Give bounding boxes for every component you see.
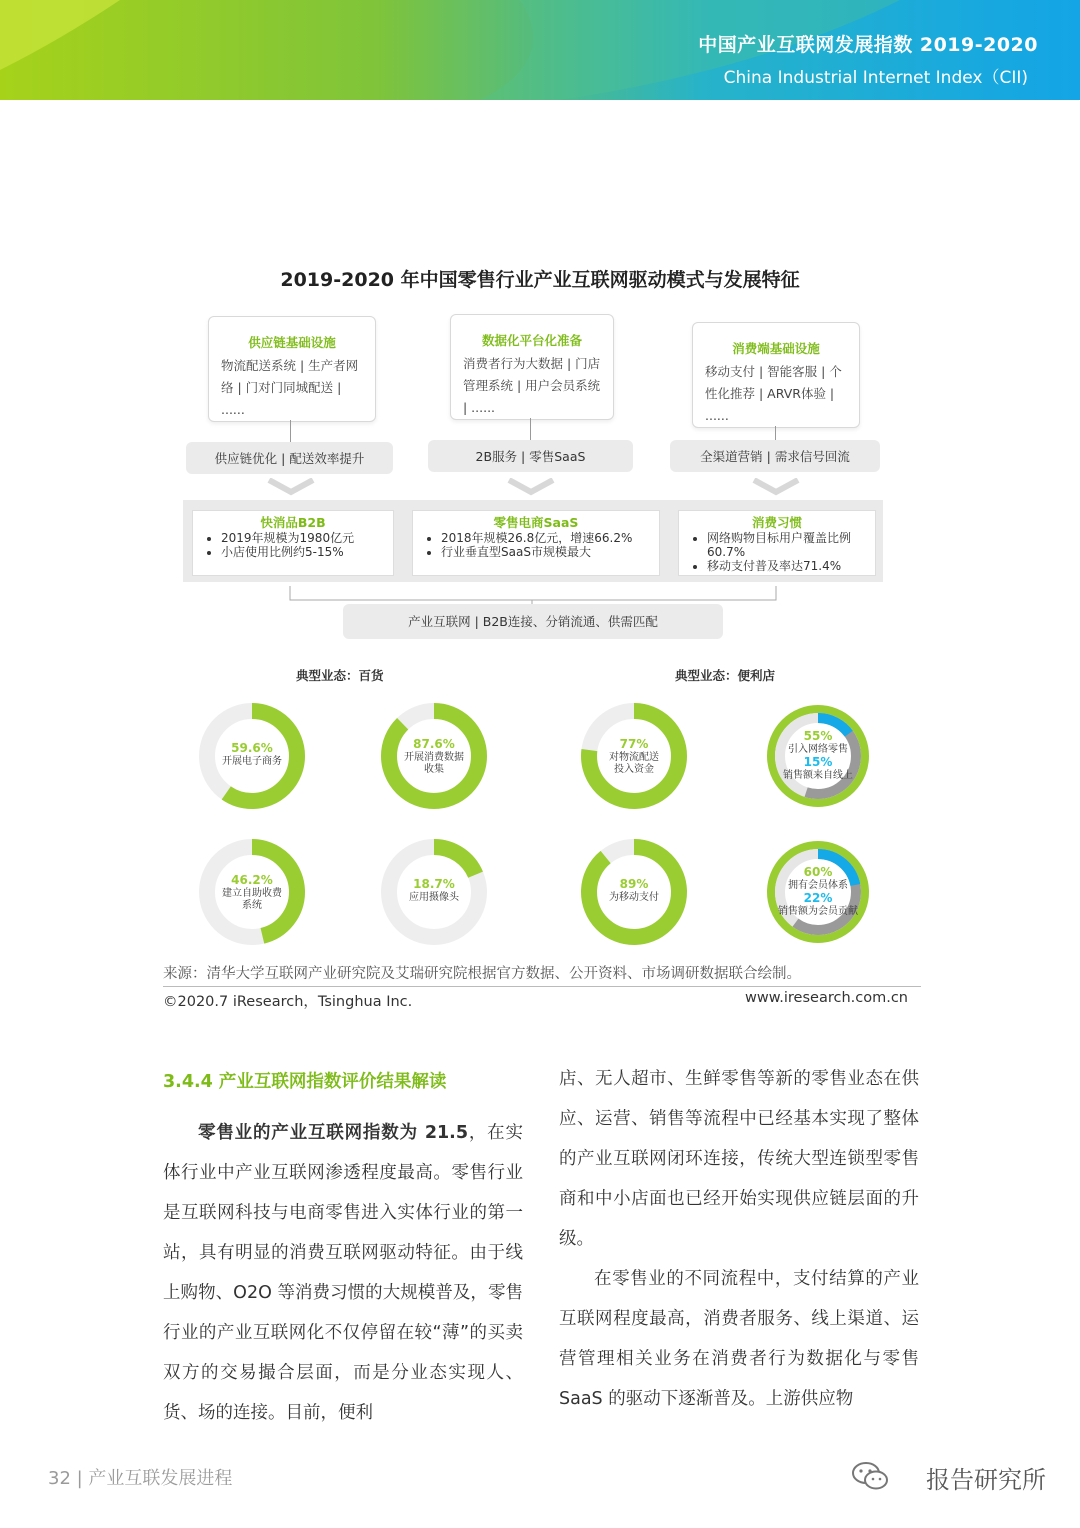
list-item: • 小店使用比例约5-15% xyxy=(221,545,393,559)
figure-title: 2019-2020 年中国零售行业产业互联网驱动模式与发展特征 xyxy=(280,269,800,291)
box-body: 移动支付 | 智能客服 | 个性化推荐 | ARVR体验 | ...... xyxy=(705,364,842,423)
market-box-b2b xyxy=(192,510,394,576)
donut-label: 开展消费数据收集 xyxy=(404,752,464,775)
box-heading: 零售电商SaaS xyxy=(493,515,579,530)
donut-label: 建立自助收费系统 xyxy=(222,888,282,911)
type-label-convenience: 典型业态：便利店 xyxy=(675,668,776,683)
paragraph-text: 店、无人超市、生鲜零售等新的零售业态在供应、运营、销售等流程中已经基本实现了整体的产业互联网闭环连接，传统大型连锁型零售商和中小店面也已经开始实现供应链层面的升级。 xyxy=(559,1069,919,1249)
donut-chart xyxy=(380,838,488,946)
section-title: 3.4.4 产业互联网指数评价结果解读 xyxy=(163,1072,447,1092)
list-item: • 网络购物目标用户覆盖比例60.7% xyxy=(707,531,875,559)
donut-label: 引入网络零售 xyxy=(788,744,848,755)
donut-chart xyxy=(380,702,488,810)
donut-label: 拥有会员体系 xyxy=(788,880,848,891)
paragraph-text: 在零售业的不同流程中，支付结算的产业互联网程度最高，消费者服务、线上渠道、运营管理相关业务在消费者行为数据化与零售 SaaS 的驱动下逐渐普及。上游供应物 xyxy=(559,1269,919,1409)
page-footer: 32 | 产业互联发展进程 xyxy=(48,1468,233,1489)
donut-chart xyxy=(198,838,306,946)
connector-line xyxy=(290,420,291,442)
infra-box-data xyxy=(450,314,614,420)
donut-percent: 60% xyxy=(803,865,833,879)
copyright: ©2020.7 iResearch，Tsinghua Inc. xyxy=(163,994,413,1010)
donut-percent: 46.2% xyxy=(231,873,273,887)
header-banner xyxy=(0,0,1080,100)
donut-chart xyxy=(580,702,688,810)
donut-label: 为移动支付 xyxy=(609,892,659,903)
pill-saas: 2B服务 | 零售SaaS xyxy=(428,440,633,472)
paragraph-text: ，在实体行业中产业互联网渗透程度最高。零售行业是互联网科技与电商零售进入实体行业的第一站，具有明显的消费互联网驱动特征。由于线上购物、O2O 等消费习惯的大规模普及，零售行业的产业互联网化不仅停留在较“薄”的买卖双方的交易撮合层面，而是分业态实现人、货、场的连接。目前，便利 xyxy=(163,1123,523,1423)
list-item: • 2018年规模26.8亿元，增速66.2% xyxy=(441,531,659,545)
list-item: • 行业垂直型SaaS市规模最大 xyxy=(441,545,659,559)
box-heading: 消费习惯 xyxy=(751,515,802,530)
donut-chart xyxy=(580,838,688,946)
box-body: 消费者行为大数据 | 门店管理系统 | 用户会员系统 | ...... xyxy=(463,356,601,415)
donut-percent-secondary: 15% xyxy=(803,755,833,769)
header-subtitle: China Industrial Internet Index（CII) xyxy=(723,68,1028,88)
donut-percent: 89% xyxy=(619,877,649,891)
industry-internet-pill: 产业互联网 | B2B连接、分销流通、供需匹配 xyxy=(343,604,723,639)
brand-watermark: 报告研究所 xyxy=(926,1466,1046,1494)
paragraph-bold-lead: 零售业的产业互联网指数为 21.5 xyxy=(198,1123,469,1143)
donut-chart xyxy=(198,702,306,810)
divider xyxy=(163,986,921,987)
text-column-left xyxy=(163,1113,523,1433)
donut-label: 对物流配送投入资金 xyxy=(609,752,659,775)
donut-percent: 59.6% xyxy=(231,741,273,755)
donut-label: 开展电子商务 xyxy=(222,756,282,767)
donut-percent: 55% xyxy=(803,729,833,743)
figure-source: 来源：清华大学互联网产业研究院及艾瑞研究院根据官方数据、公开资料、市场调研数据联合绘制。 xyxy=(163,966,801,982)
infra-box-supply xyxy=(208,316,376,422)
box-body: 物流配送系统 | 生产者网络 | 门对门同城配送 | ...... xyxy=(221,358,359,417)
chevron-down-icon xyxy=(750,478,802,496)
donut-chart-dual xyxy=(764,838,872,946)
wechat-icon xyxy=(850,1460,890,1492)
donut-label-secondary: 销售额为会员贡献 xyxy=(778,906,858,917)
box-heading: 数据化平台化准备 xyxy=(481,333,582,348)
pill-marketing: 全渠道营销 | 需求信号回流 xyxy=(670,440,880,472)
infra-box-consumer xyxy=(692,322,860,428)
website-link[interactable]: www.iresearch.com.cn xyxy=(745,990,908,1006)
chevron-down-icon xyxy=(505,478,557,496)
market-box-saas xyxy=(412,510,660,576)
connector-line xyxy=(530,418,531,440)
box-heading: 消费端基础设施 xyxy=(732,341,820,356)
donut-percent: 18.7% xyxy=(413,877,455,891)
chevron-down-icon xyxy=(265,478,317,496)
list-item: • 移动支付普及率达71.4% xyxy=(707,559,875,573)
list-item: • 2019年规模为1980亿元 xyxy=(221,531,393,545)
donut-percent: 77% xyxy=(619,737,649,751)
donut-label: 应用摄像头 xyxy=(409,892,459,903)
box-heading: 快消品B2B xyxy=(260,515,326,530)
box-heading: 供应链基础设施 xyxy=(248,335,336,350)
pill-supply: 供应链优化 | 配送效率提升 xyxy=(186,442,393,474)
donut-percent-secondary: 22% xyxy=(803,891,833,905)
donut-chart-dual xyxy=(764,702,872,810)
market-box-habits xyxy=(678,510,876,576)
text-column-right xyxy=(559,1059,919,1419)
header-title: 中国产业互联网发展指数 2019-2020 xyxy=(698,34,1038,56)
type-label-department: 典型业态：百货 xyxy=(296,668,384,683)
donut-label-secondary: 销售额来自线上 xyxy=(783,770,853,781)
donut-percent: 87.6% xyxy=(413,737,455,751)
